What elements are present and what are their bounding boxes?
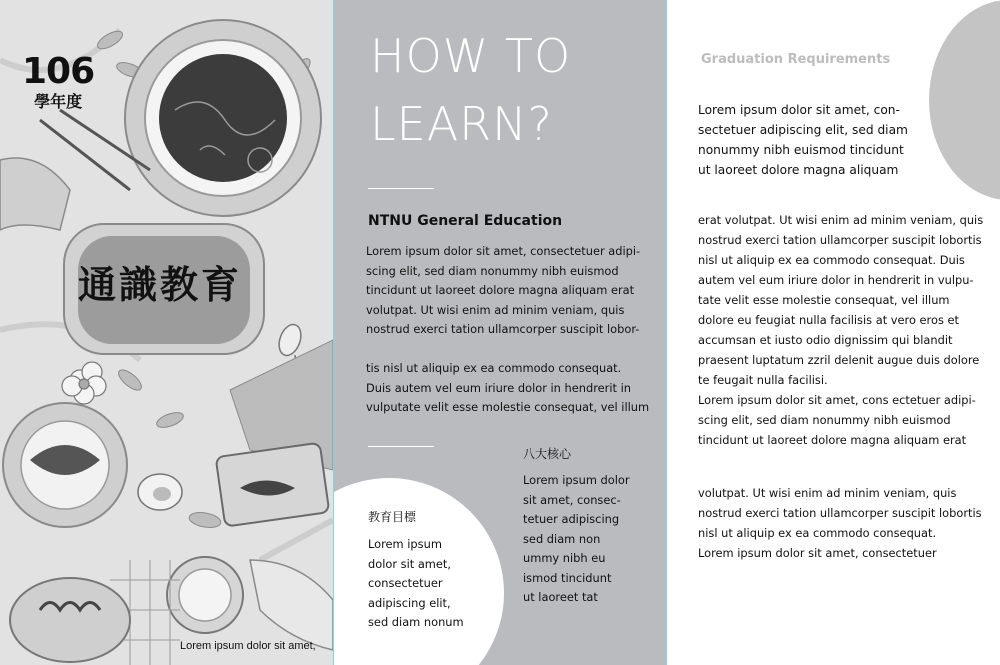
text-line: ut laoreet dolore magna aliquam <box>698 163 899 177</box>
text-line: nonummy nibh euismod tincidunt <box>698 143 904 157</box>
text-line: sectetuer adipiscing elit, sed diam <box>698 123 908 137</box>
text-line: tincidunt ut laoreet dolore magna aliquam erat <box>366 283 635 297</box>
requirements-title: Graduation Requirements <box>701 52 891 67</box>
requirements-body-1 <box>698 210 998 450</box>
headline-line-1: HOW TO <box>370 29 572 83</box>
text-line: nostrud exerci tation ullamcorper suscipit lobortis <box>698 506 982 520</box>
text-line: consectetuer <box>368 576 443 590</box>
text-line: scing elit, sed diam nonummy nibh euismod <box>698 413 951 427</box>
text-line: sit amet, consec- <box>523 492 621 507</box>
text-line: nostrud exerci tation ullamcorper suscipit lobor- <box>366 322 640 336</box>
goals-heading: 教育目標 <box>368 510 417 524</box>
right-panel <box>667 0 1000 665</box>
text-line: Lorem ipsum dolor sit amet, consectetuer adipi- <box>366 244 641 258</box>
text-line: volutpat. Ut wisi enim ad minim veniam, quis <box>698 486 957 500</box>
headline-line-2: LEARN? <box>370 97 553 151</box>
text-line: sed diam nonum <box>368 615 464 629</box>
divider-bottom <box>368 446 434 447</box>
year-number: 106 <box>22 51 95 92</box>
middle-panel <box>333 0 667 665</box>
section-title: NTNU General Education <box>368 213 563 229</box>
text-line: nostrud exerci tation ullamcorper suscipit lobortis <box>698 233 982 247</box>
text-line: volutpat. Ut wisi enim ad minim veniam, quis <box>366 302 625 317</box>
text-line: vulputate velit esse molestie consequat, vel illum <box>366 400 650 414</box>
text-line: scing elit, sed diam nonummy nibh euismod <box>366 263 619 278</box>
text-line: dolor sit amet, <box>368 556 451 571</box>
text-line: Duis autem vel eum iriure dolor in hendrerit in <box>366 380 631 395</box>
text-line: Lorem ipsum dolor sit amet, cons ectetuer adipi- <box>698 393 976 407</box>
text-line: Lorem ipsum dolor sit amet, con- <box>698 103 900 117</box>
text-line: erat volutpat. Ut wisi enim ad minim veniam, quis <box>698 213 984 227</box>
text-line: Lorem ipsum dolor <box>523 473 630 487</box>
text-line: tis nisl ut aliquip ex ea commodo consequat. <box>366 361 622 375</box>
requirements-intro <box>698 100 958 180</box>
text-line: Lorem ipsum dolor sit amet, consectetuer <box>698 546 937 560</box>
core-heading: 八大核心 <box>523 447 572 461</box>
core-text <box>523 471 653 608</box>
text-line: nisl ut aliquip ex ea commodo consequat. <box>698 526 937 540</box>
text-line: ummy nibh eu <box>523 551 606 565</box>
cover-panel <box>0 0 333 665</box>
text-line: adipiscing elit, <box>368 595 451 610</box>
text-line: tate velit esse molestie consequat, vel illum <box>698 293 950 307</box>
text-line: sed diam non <box>523 531 601 546</box>
text-line: praesent luptatum zzril delenit augue duis dolore <box>698 353 980 367</box>
text-line: dolore eu feugiat nulla facilisis at vero eros et <box>698 313 959 327</box>
year-label: 學年度 <box>34 92 83 111</box>
requirements-body-2 <box>698 483 998 563</box>
text-line: tetuer adipiscing <box>523 512 620 526</box>
intro-paragraph-1 <box>366 242 656 340</box>
text-line: ismod tincidunt <box>523 570 612 585</box>
text-line: accumsan et iusto odio dignissim qui blandit <box>698 333 953 347</box>
cover-title: 通識教育 <box>78 263 243 307</box>
text-line: tincidunt ut laoreet dolore magna aliquam erat <box>698 433 967 447</box>
divider-top <box>368 188 434 189</box>
text-line: nisl ut aliquip ex ea commodo consequat. Duis <box>698 253 965 267</box>
headline <box>370 22 571 158</box>
text-line: ut laoreet tat <box>523 590 598 604</box>
intro-paragraph-2 <box>366 359 656 418</box>
text-line: autem vel eum iriure dolor in hendrerit in vulpu- <box>698 273 974 287</box>
text-line: te feugait nulla facilisi. <box>698 373 828 387</box>
cover-footer: Lorem ipsum dolor sit amet, <box>180 640 316 652</box>
goals-text <box>368 535 498 633</box>
year-block <box>22 52 94 112</box>
text-line: Lorem ipsum <box>368 537 442 551</box>
